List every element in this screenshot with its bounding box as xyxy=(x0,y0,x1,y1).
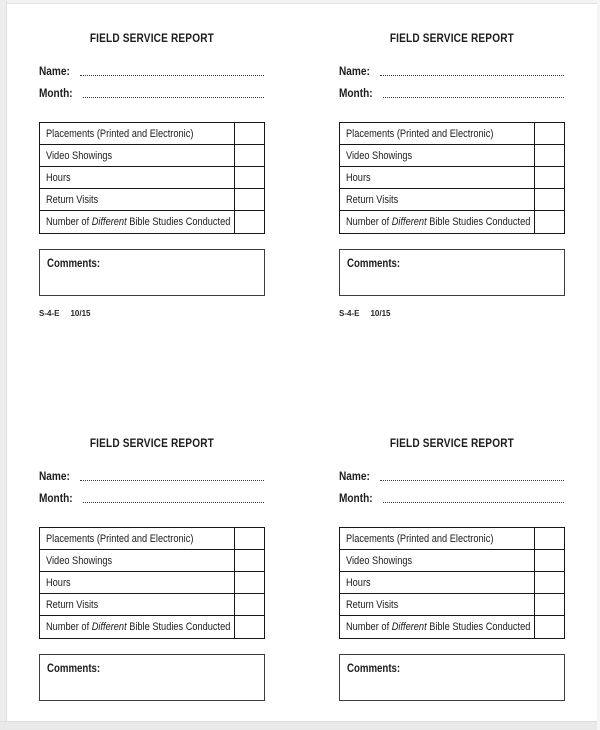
row-label: Number of Different Bible Studies Conducted xyxy=(46,621,231,633)
table-row-placements xyxy=(340,528,564,550)
page-edge-left xyxy=(0,0,7,730)
value-cell[interactable] xyxy=(234,572,264,593)
comments-box[interactable] xyxy=(339,249,565,296)
row-label: Hours xyxy=(46,171,71,184)
row-label: Placements (Printed and Electronic) xyxy=(346,127,494,140)
name-input-line[interactable] xyxy=(80,75,264,76)
table-row-video-showings xyxy=(40,550,264,572)
report-table xyxy=(39,527,265,639)
month-field-row xyxy=(39,492,265,505)
value-cell[interactable] xyxy=(534,528,564,549)
value-cell[interactable] xyxy=(234,167,264,188)
value-cell[interactable] xyxy=(234,145,264,166)
table-row-hours xyxy=(40,167,264,189)
value-cell[interactable] xyxy=(534,189,564,210)
row-label: Number of Different Bible Studies Conducted xyxy=(346,216,531,228)
value-cell[interactable] xyxy=(234,594,264,615)
value-cell[interactable] xyxy=(234,211,264,233)
name-label: Name: xyxy=(39,469,70,483)
name-label: Name: xyxy=(39,64,70,78)
report-table xyxy=(339,527,565,639)
month-input-line[interactable] xyxy=(383,502,564,503)
value-cell[interactable] xyxy=(234,528,264,549)
row-label: Return Visits xyxy=(346,598,399,611)
row-label: Number of Different Bible Studies Conducted xyxy=(346,621,531,633)
row-label: Video Showings xyxy=(46,149,113,162)
report-table xyxy=(39,122,265,234)
comments-box[interactable] xyxy=(339,654,565,701)
name-field-row xyxy=(339,65,565,78)
row-label: Hours xyxy=(46,576,71,589)
value-cell[interactable] xyxy=(234,189,264,210)
row-label: Video Showings xyxy=(346,149,413,162)
table-row-return-visits xyxy=(40,594,264,616)
value-cell[interactable] xyxy=(234,123,264,144)
row-label: Return Visits xyxy=(346,193,399,206)
table-row-bible-studies xyxy=(340,211,564,233)
month-field-row xyxy=(339,87,565,100)
table-row-return-visits xyxy=(340,594,564,616)
row-label: Return Visits xyxy=(46,193,99,206)
value-cell[interactable] xyxy=(534,145,564,166)
value-cell[interactable] xyxy=(234,616,264,638)
month-input-line[interactable] xyxy=(83,502,264,503)
value-cell[interactable] xyxy=(534,123,564,144)
month-field-row xyxy=(339,492,565,505)
table-row-return-visits xyxy=(40,189,264,211)
row-label: Return Visits xyxy=(46,598,99,611)
value-cell[interactable] xyxy=(534,572,564,593)
form-date: 10/15 xyxy=(370,309,391,318)
form-title: FIELD SERVICE REPORT xyxy=(89,436,215,450)
page-edge-bottom xyxy=(0,721,600,730)
row-label: Placements (Printed and Electronic) xyxy=(346,532,494,545)
name-input-line[interactable] xyxy=(80,480,264,481)
form-code: S-4-E xyxy=(39,309,60,318)
row-label: Video Showings xyxy=(46,554,113,567)
name-label: Name: xyxy=(339,469,370,483)
name-input-line[interactable] xyxy=(380,480,564,481)
month-label: Month: xyxy=(39,491,73,505)
form-footer xyxy=(339,309,565,318)
row-label: Hours xyxy=(346,576,371,589)
table-row-hours xyxy=(40,572,264,594)
comments-label: Comments: xyxy=(47,258,101,270)
comments-label: Comments: xyxy=(47,663,101,675)
comments-box[interactable] xyxy=(39,249,265,296)
name-field-row xyxy=(339,470,565,483)
name-input-line[interactable] xyxy=(380,75,564,76)
table-row-bible-studies xyxy=(40,211,264,233)
table-row-bible-studies xyxy=(340,616,564,638)
form-date: 10/15 xyxy=(70,309,91,318)
row-label: Placements (Printed and Electronic) xyxy=(46,127,194,140)
table-row-video-showings xyxy=(340,550,564,572)
row-label: Placements (Printed and Electronic) xyxy=(46,532,194,545)
month-label: Month: xyxy=(339,491,373,505)
form-title: FIELD SERVICE REPORT xyxy=(389,31,515,45)
name-field-row xyxy=(39,470,265,483)
form-code: S-4-E xyxy=(339,309,360,318)
table-row-placements xyxy=(340,123,564,145)
form-footer xyxy=(39,309,265,318)
value-cell[interactable] xyxy=(234,550,264,571)
month-input-line[interactable] xyxy=(83,97,264,98)
field-service-report-form xyxy=(339,28,565,318)
form-title: FIELD SERVICE REPORT xyxy=(89,31,215,45)
row-label: Video Showings xyxy=(346,554,413,567)
table-row-placements xyxy=(40,528,264,550)
row-label: Number of Different Bible Studies Conducted xyxy=(46,216,231,228)
form-title: FIELD SERVICE REPORT xyxy=(389,436,515,450)
report-table xyxy=(339,122,565,234)
month-label: Month: xyxy=(39,86,73,100)
comments-box[interactable] xyxy=(39,654,265,701)
name-field-row xyxy=(39,65,265,78)
field-service-report-form xyxy=(339,433,565,701)
value-cell[interactable] xyxy=(534,550,564,571)
month-label: Month: xyxy=(339,86,373,100)
comments-label: Comments: xyxy=(347,258,401,270)
month-input-line[interactable] xyxy=(383,97,564,98)
value-cell[interactable] xyxy=(534,211,564,233)
field-service-report-form xyxy=(39,433,265,701)
table-row-hours xyxy=(340,167,564,189)
value-cell[interactable] xyxy=(534,167,564,188)
field-service-report-form xyxy=(39,28,265,318)
table-row-return-visits xyxy=(340,189,564,211)
value-cell[interactable] xyxy=(534,594,564,615)
comments-label: Comments: xyxy=(347,663,401,675)
page-edge-top xyxy=(0,0,600,4)
table-row-placements xyxy=(40,123,264,145)
row-label: Hours xyxy=(346,171,371,184)
value-cell[interactable] xyxy=(534,616,564,638)
table-row-hours xyxy=(340,572,564,594)
table-row-bible-studies xyxy=(40,616,264,638)
name-label: Name: xyxy=(339,64,370,78)
table-row-video-showings xyxy=(340,145,564,167)
month-field-row xyxy=(39,87,265,100)
table-row-video-showings xyxy=(40,145,264,167)
